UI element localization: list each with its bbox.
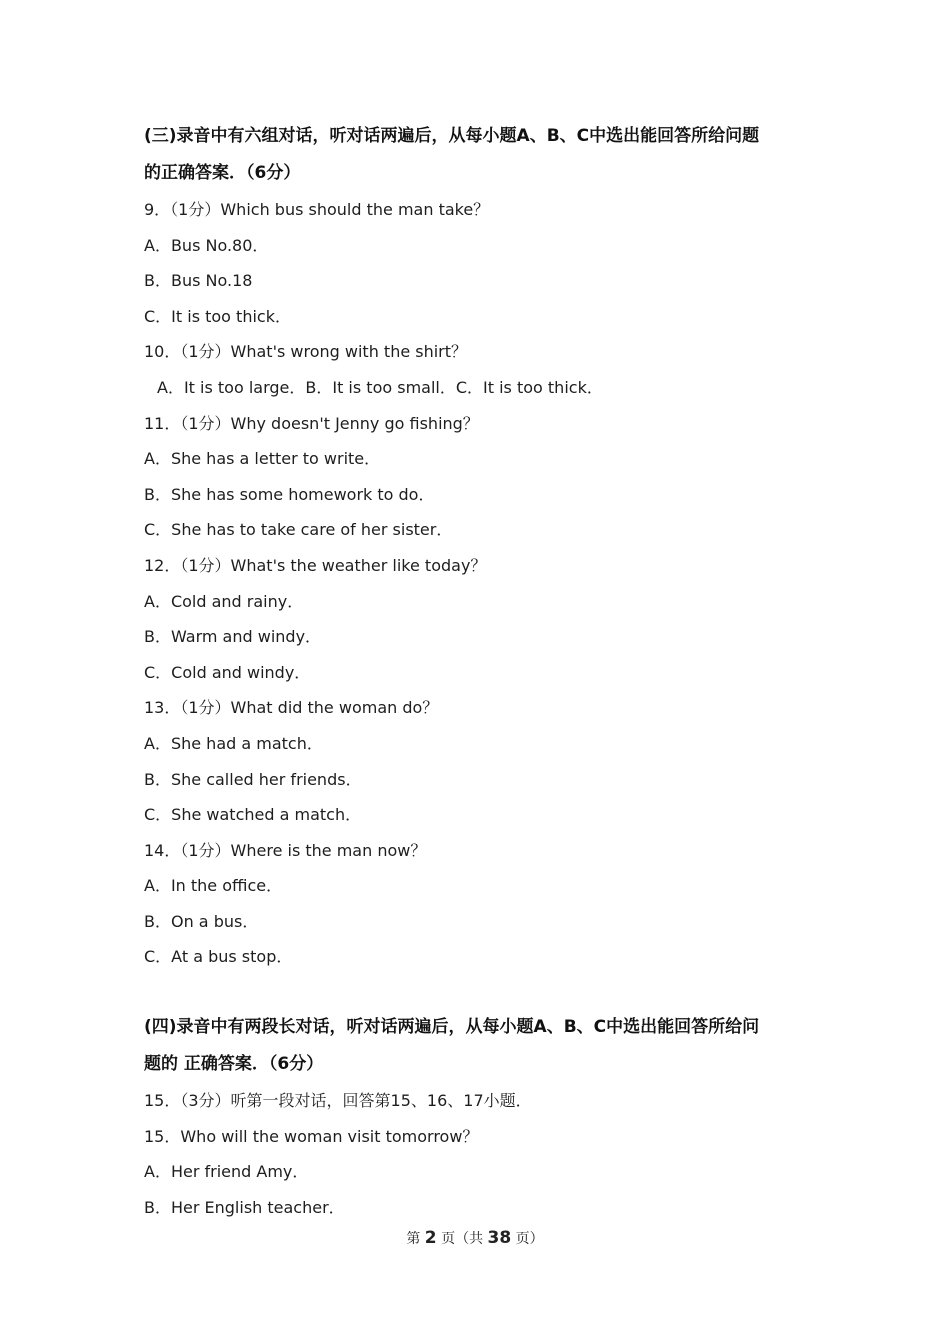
footer-page-number: 2 <box>424 1228 437 1248</box>
q13-option-c: C．She watched a match． <box>144 805 362 825</box>
question-11: 11．（1分）Why doesn't Jenny go fishing？ <box>144 413 479 433</box>
question-15: 15．Who will the woman visit tomorrow？ <box>144 1126 479 1146</box>
q13-option-a: A．She had a match． <box>144 733 323 753</box>
q14-option-c: C．At a bus stop． <box>144 947 293 967</box>
question-10: 10．（1分）What's wrong with the shirt？ <box>144 342 468 362</box>
q14-option-a: A．In the office． <box>144 876 283 896</box>
q13-option-b: B．She called her friends． <box>144 769 362 789</box>
page-footer <box>0 1228 950 1248</box>
section-4-questions <box>144 1083 824 1225</box>
q14-option-b: B．On a bus． <box>144 911 259 931</box>
section-4-title-line-2: 题的 正确答案．（6分） <box>144 1054 324 1075</box>
q15-option-a: A．Her friend Amy． <box>144 1162 309 1182</box>
question-9: 9．（1分）Which bus should the man take？ <box>144 200 490 219</box>
q11-option-b: B．She has some homework to do． <box>144 484 435 504</box>
section-3-title-line-1: (三)录音中有六组对话，听对话两遍后，从每小题A、B、C中选出能回答所给问题 <box>144 126 760 146</box>
section-spacer <box>144 975 824 1009</box>
q9-option-a: A．Bus No.80． <box>144 235 269 255</box>
section-4-title-line-1: (四)录音中有两段长对话，听对话两遍后，从每小题A、B、C中选出能回答所给问 <box>144 1017 760 1038</box>
section-4-title <box>144 1009 824 1083</box>
footer-total-pages: 38 <box>487 1228 512 1248</box>
q11-option-a: A．She has a letter to write． <box>144 449 381 469</box>
footer-prefix: 第 <box>406 1231 421 1247</box>
q9-option-b: B．Bus No.18 <box>144 271 253 291</box>
q11-option-c: C．She has to take care of her sister． <box>144 520 453 540</box>
q9-option-c: C．It is too thick． <box>144 306 291 326</box>
q15-option-b: B．Her English teacher． <box>144 1197 345 1217</box>
footer-middle: 页（共 <box>441 1231 484 1247</box>
q12-option-c: C．Cold and windy． <box>144 662 311 682</box>
section-3-questions <box>144 192 824 975</box>
question-12: 12．（1分）What's the weather like today？ <box>144 555 487 575</box>
q10-options: A．It is too large．B．It is too small．C．It is too thick． <box>157 377 603 397</box>
footer-suffix: 页） <box>515 1231 544 1247</box>
question-13: 13．（1分）What did the woman do？ <box>144 698 439 718</box>
page-content <box>144 118 824 1225</box>
question-14: 14．（1分）Where is the man now？ <box>144 840 427 860</box>
question-15-instruction: 15．（3分）听第一段对话，回答第15、16、17小题． <box>144 1091 532 1111</box>
q12-option-a: A．Cold and rainy． <box>144 591 304 611</box>
section-3-title-line-2: 的正确答案．（6分） <box>144 163 301 183</box>
q12-option-b: B．Warm and windy． <box>144 627 322 647</box>
section-3-title <box>144 118 824 192</box>
